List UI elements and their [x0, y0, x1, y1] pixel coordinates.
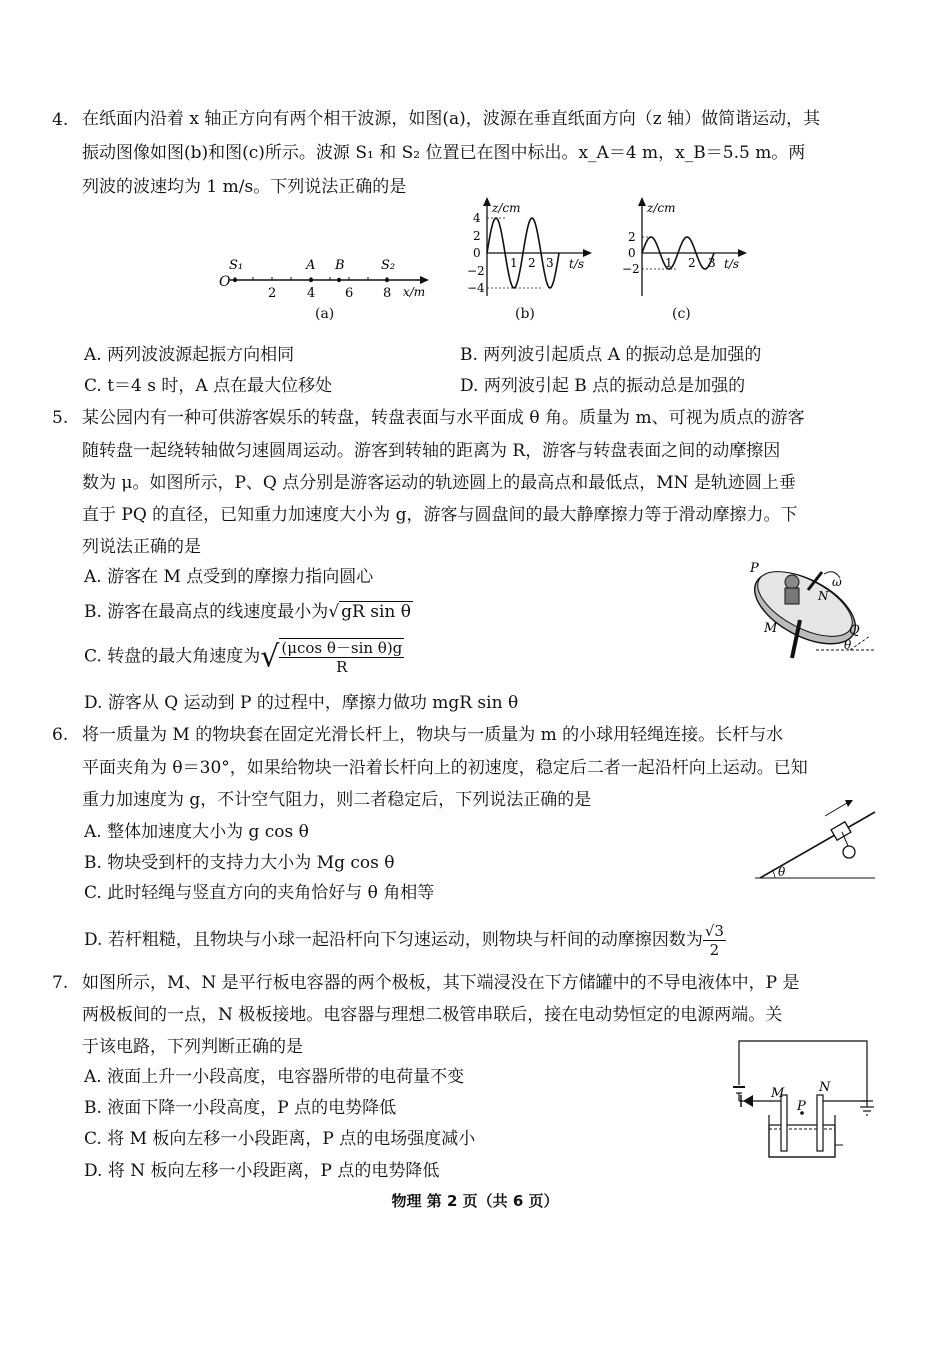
question-text-line: 列波的波速均为 1 m/s。下列说法正确的是: [82, 177, 407, 197]
option-c: C. 将 M 板向左移一小段距离，P 点的电场强度减小: [84, 1129, 476, 1149]
question-text-line: 在纸面内沿着 x 轴正方向有两个相干波源，如图(a)，波源在垂直纸面方向（z 轴）做简谐运动，其: [82, 109, 821, 129]
tick-label: −4: [467, 281, 485, 295]
sqrt-sign: √: [260, 639, 280, 675]
tick-label: 6: [345, 286, 354, 301]
axis-label: z/cm: [647, 201, 676, 215]
tick-label: 2: [528, 256, 536, 270]
question-text-line: 随转盘一起绕转轴做匀速圆周运动。游客到转轴的距离为 R，游客与转盘表面之间的动摩擦因: [82, 441, 781, 461]
point-label-a: A: [306, 258, 316, 273]
option-d: D. 游客从 Q 运动到 P 的过程中，摩擦力做功 mgR sin θ: [84, 693, 519, 713]
axis-label: t/s: [569, 257, 585, 271]
tick-label: −2: [467, 264, 485, 278]
question-number: 4.: [52, 110, 69, 130]
label-m: M: [764, 621, 778, 636]
question-text-line: 列说法正确的是: [82, 537, 201, 557]
label-m: M: [771, 1086, 785, 1101]
option-c: C. 此时轻绳与竖直方向的夹角恰好与 θ 角相等: [84, 883, 435, 903]
option-d: D. 两列波引起 B 点的振动总是加强的: [460, 376, 746, 396]
option-b: B. 物块受到杆的支持力大小为 Mg cos θ: [84, 853, 395, 873]
option-b-text: B. 游客在最高点的线速度最小为: [84, 602, 329, 622]
option-b: B. 液面下降一小段高度，P 点的电势降低: [84, 1098, 397, 1118]
turntable-figure: [730, 560, 880, 660]
sqrt-sign: √: [328, 602, 340, 622]
option-b: [84, 597, 413, 622]
denominator: 2: [709, 941, 720, 959]
label-p: P: [797, 1099, 806, 1114]
sqrt-radicand: gR sin θ: [341, 602, 411, 622]
question-text-line: 某公园内有一种可供游客娱乐的转盘，转盘表面与水平面成 θ 角。质量为 m、可视为质点的游客: [82, 408, 805, 428]
numerator: √3: [704, 922, 724, 940]
question-text-line: 将一质量为 M 的物块套在固定光滑长杆上，物块与一质量为 m 的小球用轻绳连接。长杆与水: [82, 725, 784, 745]
tick-label: 4: [307, 286, 316, 301]
rod-figure: [745, 800, 880, 885]
figure-caption: (b): [515, 306, 535, 322]
option-c: [84, 638, 404, 676]
page-footer: 物理 第 2 页（共 6 页）: [391, 1192, 559, 1210]
question-text-line: 如图所示，M、N 是平行板电容器的两个极板，其下端浸没在下方储罐中的不导电液体中，P 是: [82, 973, 800, 993]
option-a: A. 整体加速度大小为 g cos θ: [84, 822, 309, 842]
tick-label: 2: [473, 229, 481, 243]
option-d: [84, 922, 726, 959]
point-label-b: B: [335, 258, 345, 273]
label-theta: θ: [844, 638, 852, 652]
question-text-line: 两极板间的一点，N 极板接地。电容器与理想二极管串联后，接在电动势恒定的电源两端。关: [82, 1005, 783, 1025]
label-q: Q: [849, 623, 860, 638]
point-label-s1: S₁: [229, 258, 244, 273]
question-number: 7.: [52, 973, 69, 993]
tick-label: 3: [708, 256, 716, 270]
option-d: D. 将 N 板向左移一小段距离，P 点的电势降低: [84, 1161, 440, 1181]
axis-label: z/cm: [492, 201, 521, 215]
tick-label: 3: [546, 256, 554, 270]
fraction: [279, 638, 404, 676]
axis-label: t/s: [724, 257, 740, 271]
label-n: N: [818, 589, 829, 603]
option-a: A. 游客在 M 点受到的摩擦力指向圆心: [84, 567, 374, 587]
option-d-text: D. 若杆粗糙，且物块与小球一起沿杆向下匀速运动，则物块与杆间的动摩擦因数为: [84, 930, 703, 950]
figure-caption: (a): [315, 306, 335, 322]
question-text-line: 重力加速度为 g，不计空气阻力，则二者稳定后，下列说法正确的是: [82, 790, 592, 810]
numerator: (μcos θ－sin θ)g: [281, 639, 403, 657]
axis-label: x/m: [403, 285, 426, 299]
tick-label: 1: [665, 256, 673, 270]
tick-label: 8: [383, 286, 392, 301]
point-label-s2: S₂: [381, 258, 396, 273]
figure-caption: (c): [672, 306, 691, 322]
label-omega: ω: [832, 575, 842, 589]
question-text-line: 振动图像如图(b)和图(c)所示。波源 S₁ 和 S₂ 位置已在图中标出。x_A＝4 m，x_B＝5.5 m。两: [82, 143, 806, 163]
question-number: 5.: [52, 408, 69, 428]
label-theta: θ: [778, 865, 786, 879]
question-number: 6.: [52, 725, 69, 745]
option-c-text: C. 转盘的最大角速度为: [84, 646, 261, 667]
denominator: R: [336, 658, 348, 676]
figure-a-axis: [215, 250, 435, 305]
option-a: A. 两列波波源起振方向相同: [84, 345, 295, 365]
tick-label: 0: [473, 246, 481, 260]
question-text-line: 数为 μ。如图所示，P、Q 点分别是游客运动的轨迹圆上的最高点和最低点，MN 是轨迹圆上垂: [82, 473, 796, 493]
question-text-line: 于该电路，下列判断正确的是: [82, 1037, 303, 1057]
option-b: B. 两列波引起质点 A 的振动总是加强的: [460, 345, 762, 365]
question-text-line: 平面夹角为 θ＝30°，如果给物块一沿着长杆向上的初速度，稳定后二者一起沿杆向上运动。已知: [82, 758, 808, 778]
option-a: A. 液面上升一小段高度，电容器所带的电荷量不变: [84, 1067, 465, 1087]
figure-c-graph: [620, 196, 750, 301]
fraction: [703, 922, 726, 959]
option-c: C. t＝4 s 时，A 点在最大位移处: [84, 376, 333, 396]
tick-label: 0: [628, 246, 636, 260]
figure-b-graph: [465, 196, 595, 301]
tick-label: −2: [622, 262, 640, 276]
tick-label: 4: [473, 211, 481, 225]
label-p: P: [750, 561, 759, 576]
capacitor-circuit-figure: [725, 1035, 885, 1160]
origin-label: O: [219, 274, 231, 290]
tick-label: 1: [510, 256, 518, 270]
tick-label: 2: [268, 286, 277, 301]
label-n: N: [819, 1080, 831, 1095]
question-text-line: 直于 PQ 的直径，已知重力加速度大小为 g，游客与圆盘间的最大静摩擦力等于滑动摩擦力。下: [82, 505, 798, 525]
tick-label: 2: [688, 256, 696, 270]
tick-label: 2: [628, 230, 636, 244]
